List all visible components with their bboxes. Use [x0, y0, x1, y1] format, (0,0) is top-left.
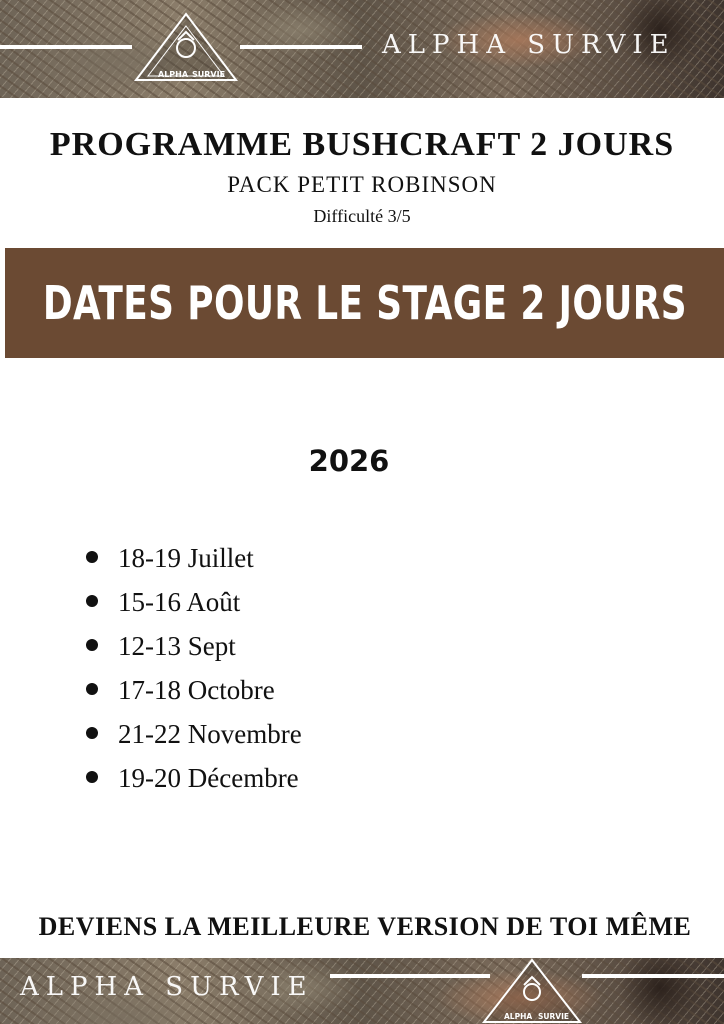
bullet-icon: [86, 639, 98, 651]
dates-list: [86, 539, 302, 803]
header-banner: [0, 0, 724, 98]
decorative-line: [240, 45, 362, 49]
logo-text-left: ALPHA: [158, 70, 189, 79]
list-item: [86, 539, 302, 583]
bullet-icon: [86, 595, 98, 607]
bullet-icon: [86, 771, 98, 783]
page-title: PROGRAMME BUSHCRAFT 2 JOURS: [49, 126, 675, 163]
brand-name: ALPHA SURVIE: [20, 972, 314, 1002]
dates-banner: [5, 248, 724, 358]
dates-banner-label: DATES POUR LE STAGE 2 JOURS: [42, 276, 687, 330]
list-item: [86, 759, 302, 803]
list-item: [86, 627, 302, 671]
date-label: 12-13 Sept: [118, 631, 236, 661]
list-item: [86, 583, 302, 627]
date-label: 15-16 Août: [118, 587, 241, 617]
logo-text-right: SURVIE: [192, 70, 226, 79]
page-subtitle: PACK PETIT ROBINSON: [227, 172, 497, 197]
year-heading: 2026: [308, 444, 390, 478]
logo-text-right: SURVIE: [538, 1012, 569, 1021]
list-item: [86, 671, 302, 715]
tagline: DEVIENS LA MEILLEURE VERSION DE TOI MÊME: [38, 912, 692, 941]
decorative-line: [582, 974, 724, 978]
decorative-line: [330, 974, 490, 978]
bullet-icon: [86, 727, 98, 739]
difficulty-label: Difficulté 3/5: [313, 206, 411, 226]
date-label: 19-20 Décembre: [118, 763, 299, 793]
bullet-icon: [86, 683, 98, 695]
decorative-line: [0, 45, 132, 49]
brand-name: ALPHA SURVIE: [382, 30, 676, 60]
alpha-survie-logo-icon: [132, 10, 240, 86]
footer-banner: [0, 958, 724, 1024]
date-label: 18-19 Juillet: [118, 543, 254, 573]
alpha-survie-logo-icon: [480, 958, 584, 1024]
bullet-icon: [86, 551, 98, 563]
date-label: 17-18 Octobre: [118, 675, 275, 705]
list-item: [86, 715, 302, 759]
date-label: 21-22 Novembre: [118, 719, 302, 749]
logo-text-left: ALPHA: [504, 1012, 533, 1021]
